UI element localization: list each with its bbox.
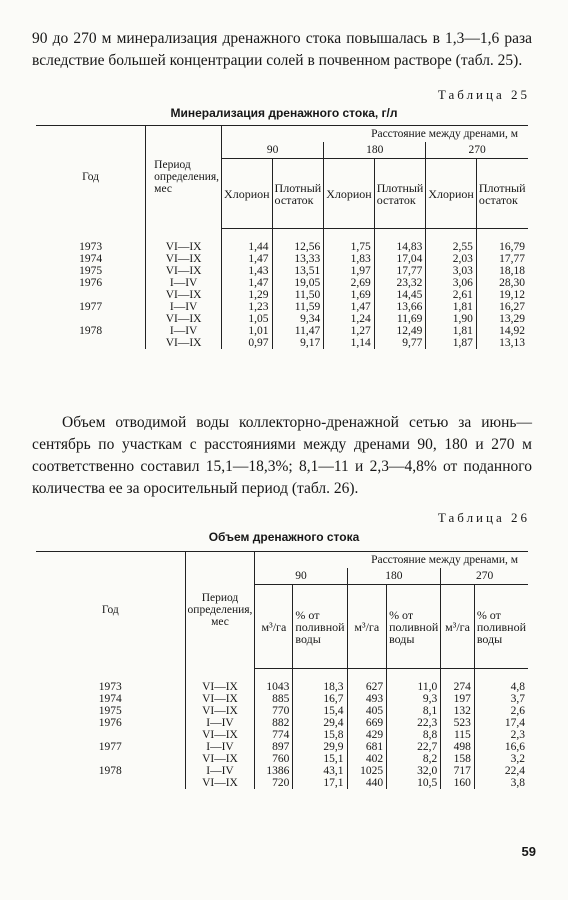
value-cell: 19,12 [476,289,528,301]
table-26-caption: Объем дренажного стока [208,530,360,544]
value-cell: 1,23 [222,301,273,313]
value-cell: 28,30 [476,277,528,289]
header-volume: м³/га [347,585,387,669]
value-cell: 11,69 [374,313,426,325]
value-cell: 2,61 [426,289,477,301]
value-cell: 115 [441,729,475,741]
header-chlorion: Хлорион [222,159,273,229]
table-row [36,777,528,789]
value-cell: 13,51 [272,265,324,277]
value-cell: 16,6 [474,741,528,753]
value-cell: 8,8 [387,729,441,741]
value-cell: 882 [255,717,293,729]
year-cell: 1973 [98,680,122,693]
value-cell: 4,8 [474,669,528,694]
value-cell: 15,1 [293,753,347,765]
year-cell [36,777,185,789]
table-26-body [36,669,528,790]
value-cell: 1,47 [324,301,375,313]
value-cell: 1,14 [324,337,375,349]
period-cell: I—IV [146,325,222,337]
header-period: Период определения, мес [146,126,222,229]
period-cell: VI—IX [146,337,222,349]
value-cell: 9,17 [272,337,324,349]
value-cell: 11,50 [272,289,324,301]
header-percent-water: % от поливной воды [293,585,347,669]
year-cell: 1973 [79,240,103,253]
year-cell: 1974 [79,253,103,265]
value-cell: 17,1 [293,777,347,789]
header-volume: м³/га [441,585,475,669]
value-cell: 19,05 [272,277,324,289]
header-distance: Расстояние между дренами, м [255,552,528,569]
table-row [36,693,528,705]
header-distance-270: 270 [426,142,528,159]
value-cell: 2,69 [324,277,375,289]
value-cell: 1,44 [222,229,273,254]
year-cell: 1978 [79,325,103,337]
table-25-caption: Минерализация дренажного стока, г/л [170,106,398,120]
value-cell: 13,13 [476,337,528,349]
value-cell: 11,59 [272,301,324,313]
year-cell: 1975 [98,705,122,717]
table-26-label: Таблица 26 [437,510,530,525]
year-cell: 1977 [98,741,122,753]
value-cell: 1,97 [324,265,375,277]
header-chlorion: Хлорион [426,159,477,229]
header-percent-water: % от поливной воды [474,585,528,669]
value-cell: 1,69 [324,289,375,301]
value-cell: 2,55 [426,229,477,254]
table-row [36,741,528,753]
value-cell: 429 [347,729,387,741]
period-cell: VI—IX [185,693,255,705]
table-row [36,717,528,729]
year-cell: 1976 [79,277,103,289]
period-cell: I—IV [185,741,255,753]
year-cell: 1976 [98,717,122,729]
value-cell: 717 [441,765,475,777]
value-cell: 15,4 [293,705,347,717]
value-cell: 3,06 [426,277,477,289]
value-cell: 523 [441,717,475,729]
value-cell: 760 [255,753,293,765]
value-cell: 1,87 [426,337,477,349]
value-cell: 1,47 [222,277,273,289]
value-cell: 3,8 [474,777,528,789]
value-cell: 1,05 [222,313,273,325]
value-cell: 13,33 [272,253,324,265]
value-cell: 18,3 [293,669,347,694]
table-row [36,253,528,265]
value-cell: 17,77 [374,265,426,277]
value-cell: 3,03 [426,265,477,277]
value-cell: 23,32 [374,277,426,289]
header-chlorion: Хлорион [324,159,375,229]
table-row [36,325,528,337]
value-cell: 32,0 [387,765,441,777]
value-cell: 17,4 [474,717,528,729]
value-cell: 9,34 [272,313,324,325]
value-cell: 10,5 [387,777,441,789]
value-cell: 132 [441,705,475,717]
year-cell [36,729,185,741]
header-distance-90: 90 [255,568,347,585]
value-cell: 13,66 [374,301,426,313]
period-cell: VI—IX [146,253,222,265]
paragraph-mid: Объем отводимой воды коллекторно-дренажной сетью за июнь—сентябрь по участкам с расстояниями между дренами 90, 180 и 270 м соответственно составил 15,1—18,3%; 8,1—11 и 2,3—4,8% от поданного количества ее за оросительный период (табл. 26). [32,414,532,497]
value-cell: 1,43 [222,265,273,277]
value-cell: 11,0 [387,669,441,694]
value-cell: 274 [441,669,475,694]
value-cell: 1,90 [426,313,477,325]
year-cell: 1974 [98,693,122,705]
period-cell: I—IV [146,277,222,289]
value-cell: 440 [347,777,387,789]
value-cell: 15,8 [293,729,347,741]
year-cell [36,313,146,325]
period-cell: I—IV [185,717,255,729]
value-cell: 160 [441,777,475,789]
period-cell: VI—IX [146,289,222,301]
value-cell: 770 [255,705,293,717]
value-cell: 14,45 [374,289,426,301]
table-row [36,753,528,765]
header-distance: Расстояние между дренами, м [222,126,528,143]
value-cell: 14,92 [476,325,528,337]
header-dense-residue: Плотный остаток [476,159,528,229]
year-cell: 1975 [79,265,103,277]
year-cell: 1978 [98,765,122,777]
value-cell: 17,77 [476,253,528,265]
header-period: Период определения, мес [185,552,255,669]
value-cell: 22,7 [387,741,441,753]
value-cell: 197 [441,693,475,705]
value-cell: 18,18 [476,265,528,277]
value-cell: 1025 [347,765,387,777]
period-cell: VI—IX [185,669,255,694]
value-cell: 22,3 [387,717,441,729]
value-cell: 13,29 [476,313,528,325]
value-cell: 12,49 [374,325,426,337]
period-cell: I—IV [146,301,222,313]
table-26 [36,551,528,789]
value-cell: 1,01 [222,325,273,337]
value-cell: 493 [347,693,387,705]
year-cell [36,289,146,301]
value-cell: 29,4 [293,717,347,729]
header-dense-residue: Плотный остаток [272,159,324,229]
table-row [36,313,528,325]
value-cell: 0,97 [222,337,273,349]
value-cell: 720 [255,777,293,789]
table-row [36,289,528,301]
period-cell: VI—IX [185,753,255,765]
value-cell: 16,7 [293,693,347,705]
value-cell: 774 [255,729,293,741]
value-cell: 16,27 [476,301,528,313]
table-row [36,765,528,777]
value-cell: 885 [255,693,293,705]
period-cell: VI—IX [146,265,222,277]
value-cell: 1,81 [426,301,477,313]
table-row [36,301,528,313]
period-cell: I—IV [185,765,255,777]
value-cell: 2,03 [426,253,477,265]
header-volume: м³/га [255,585,293,669]
value-cell: 29,9 [293,741,347,753]
table-25 [36,125,528,349]
value-cell: 681 [347,741,387,753]
value-cell: 22,4 [474,765,528,777]
header-distance-270: 270 [441,568,528,585]
value-cell: 1,81 [426,325,477,337]
value-cell: 1386 [255,765,293,777]
value-cell: 897 [255,741,293,753]
value-cell: 158 [441,753,475,765]
header-year: Год [36,552,185,669]
value-cell: 3,2 [474,753,528,765]
table-25-label: Таблица 25 [437,87,530,102]
value-cell: 669 [347,717,387,729]
value-cell: 16,79 [476,229,528,254]
period-cell: VI—IX [146,229,222,254]
header-distance-180: 180 [347,568,441,585]
value-cell: 11,47 [272,325,324,337]
value-cell: 1,24 [324,313,375,325]
value-cell: 1,83 [324,253,375,265]
year-cell [36,337,146,349]
value-cell: 17,04 [374,253,426,265]
value-cell: 627 [347,669,387,694]
table-25-body [36,229,528,350]
value-cell: 2,3 [474,729,528,741]
table-row [36,705,528,717]
header-year: Год [36,126,146,229]
value-cell: 405 [347,705,387,717]
value-cell: 12,56 [272,229,324,254]
value-cell: 1,27 [324,325,375,337]
value-cell: 9,77 [374,337,426,349]
period-cell: VI—IX [185,777,255,789]
header-percent-water: % от поливной воды [387,585,441,669]
table-row [36,229,528,254]
header-dense-residue: Плотный остаток [374,159,426,229]
table-row [36,729,528,741]
value-cell: 1043 [255,669,293,694]
page-number: 59 [521,844,536,859]
table-row [36,337,528,349]
value-cell: 1,29 [222,289,273,301]
value-cell: 3,7 [474,693,528,705]
year-cell: 1977 [79,301,103,313]
table-row [36,669,528,694]
value-cell: 402 [347,753,387,765]
value-cell: 1,47 [222,253,273,265]
header-distance-90: 90 [222,142,324,159]
value-cell: 8,1 [387,705,441,717]
value-cell: 498 [441,741,475,753]
table-row [36,277,528,289]
value-cell: 2,6 [474,705,528,717]
value-cell: 1,75 [324,229,375,254]
period-cell: VI—IX [185,729,255,741]
year-cell [36,753,185,765]
table-row [36,265,528,277]
value-cell: 9,3 [387,693,441,705]
header-distance-180: 180 [324,142,426,159]
period-cell: VI—IX [146,313,222,325]
value-cell: 14,83 [374,229,426,254]
value-cell: 43,1 [293,765,347,777]
value-cell: 8,2 [387,753,441,765]
paragraph-top: 90 до 270 м минерализация дренажного стока повышалась в 1,3—1,6 раза вследствие большей концентрации солей в почвенном растворе (табл. 25). [32,30,532,69]
period-cell: VI—IX [185,705,255,717]
